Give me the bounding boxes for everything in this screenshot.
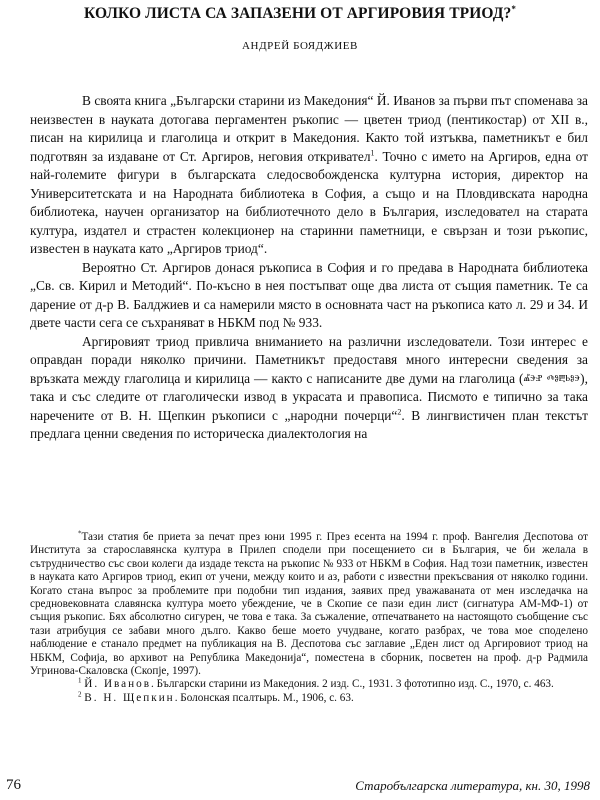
- journal-running-footer: Старобългарска литература, кн. 30, 1998: [355, 778, 590, 793]
- footnotes: [30, 531, 588, 705]
- article-body: [30, 92, 588, 444]
- footnote-star: *Тази статия бе приета за печат през юни 1995 г. През есента на 1994 г. проф. Вангелия Деспотова от Института за старославянска култура в Прилеп сподели при посещението си в България, че би желала в сътрудничество със свои колеги да издаде текста на ръкопис № 933 от НБКМ в София. Над този паметник, известен в науката като Аргиров триод, екип от учени, между които и аз, работи с известни прекъсвания от няколко години. Когато стана въпрос за проблемите при подобни тип издания, заявих пред уважаваната от мен изследачка на средновековната славянска култура моето убеждение, че в Скопие се пази един лист (сигнатура АМ-МФ-1) от същия ръкопис. Бях абсолютно сигурен, че това е така. За съжаление, отпечатването на настоящото съобщение със тази атрибуция се забави много дълго. Какво беше моето учудване, когато разбрах, че това мое споделено наблюдение е станало предмет на публикация на В. Деспотова със заглавие „Еден лист од Аргировиот триод на НБКМ, Софија, во архивот на Република Македонија“, поместена в сборник, посветен на проф. д-р Радмила Угринова-Скаловска (Скопје, 1997).: [30, 529, 588, 678]
- title-footnote-mark: *: [511, 4, 516, 14]
- footnote-ref-2: 2: [397, 407, 402, 417]
- article-title: КОЛКО ЛИСТА СА ЗАПАЗЕНИ ОТ АРГИРОВИЯ ТРИОД?*: [84, 4, 516, 22]
- body-paragraph-2: Вероятно Ст. Аргиров донася ръкописа в София и го предава в Народната библиотека „Св. св. Кирил и Методий“. По-късно в нея постъпват още два листа от същия паметник. Те са дарение от д-р В. Балджиев и са намерили място в основната част на ръкописа като л. 29 и 34. И двете части сега се съхраняват в НБКМ под № 933.: [30, 259, 588, 330]
- body-paragraph-1: В своята книга „Български старини из Македония“ Й. Иванов за първи път споменава за неизвестен в науката дотогава пергаментен ръкопис — цветен триод (пентикостар) от XII в., писан на кирилица и глаголица и открит в Македония. Както той изтъква, паметникът е бил подготвян за издаване от Ст. Аргиров, неговия откривател$^1$. Точно с името на Аргиров, една от най-големите фигури в българската следосвобожденска културна история, директор на Университетската и на Народната библиотека в София, а също и на Пловдивската народна библиотека, научен организатор на библиотечното дело в България, изследовател на старата култура, издател и страстен колекционер на старинни паметници, е свързан и този ръкопис, известен в науката като „Аргиров триод“.: [30, 93, 588, 256]
- article-author: АНДРЕЙ БОЯДЖИЕВ: [241, 40, 358, 52]
- body-paragraph-3: Аргировият триод привлича вниманието на различни изследователи. Този интерес е оправдан поради няколко причини. Паметникът предоставя много интересни сведения за връзката между глаголица и кирилица — както с написаните две думи на глаголица (ⰼⰵⱀ ⰴⱁⰱⱃⱁⰵ), така и със следите от глаголически извод в украсата и правописа. Писмото е типично за така наречените от В. Н. Щепкин ръкописи с „народни почерци“$^2$. В лингвистичен план текстът предлага ценни сведения по историческа диалектология на: [30, 333, 588, 441]
- page-number: 76: [6, 777, 21, 793]
- footnote-2: $^2$ В. Н. Щепкин. Болонская псалтырь. М., 1906, с. 63.: [78, 690, 354, 704]
- footnote-ref-1: 1: [370, 148, 375, 158]
- glagolitic-words: ⰼⰵⱀ ⰴⱁⰱⱃⱁⰵ: [523, 371, 581, 386]
- footnote-1: $^1$ Й. Иванов. Български старини из Македония. 2 изд. С., 1931. 3 фототипно изд. С., 1970, с. 463.: [78, 676, 554, 691]
